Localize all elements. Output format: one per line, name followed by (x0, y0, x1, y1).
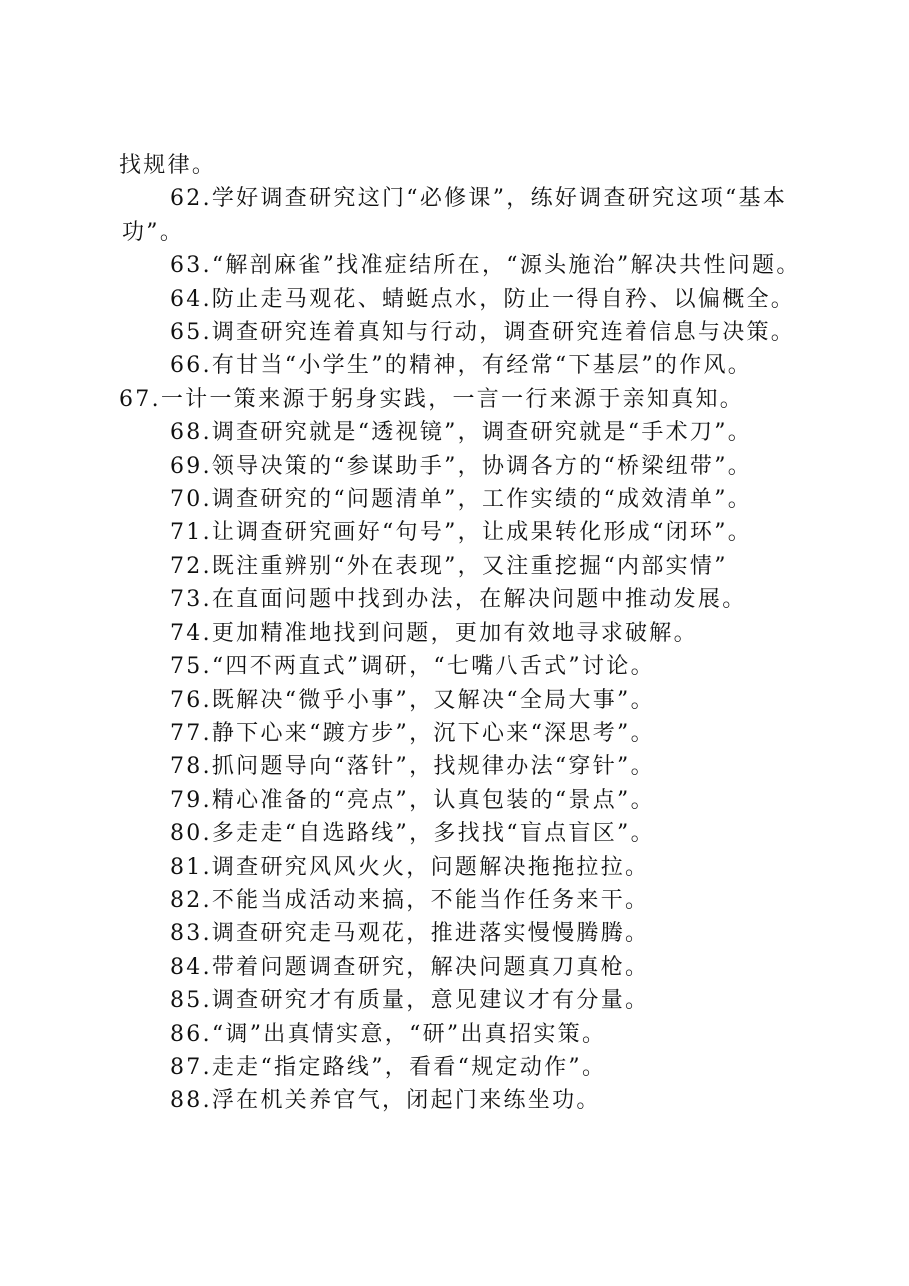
document-body (119, 149, 802, 1118)
paragraph: 找规律。 (119, 153, 217, 178)
paragraph: 72.既注重辨别“外在表现”，又注重挖掘“内部实情” (170, 553, 728, 579)
paragraph: 67.一计一策来源于躬身实践，一言一行来源于亲知真知。 (119, 386, 745, 412)
paragraph: 84.带着问题调查研究，解决问题真刀真枪。 (170, 954, 650, 980)
paragraph: 78.抓问题导向“落针”，找规律办法“穿针”。 (170, 754, 655, 780)
paragraph: 79.精心准备的“亮点”，认真包装的“景点”。 (170, 787, 655, 813)
paragraph: 86.“调”出真情实意，“研”出真招实策。 (170, 1021, 607, 1047)
paragraph: 87.走走“指定路线”，看看“规定动作”。 (170, 1054, 607, 1080)
paragraph: 77.静下心来“踱方步”，沉下心来“深思考”。 (170, 720, 655, 746)
paragraph: 68.调查研究就是“透视镜”，调查研究就是“手术刀”。 (170, 420, 753, 446)
paragraph: 65.调查研究连着真知与行动，调查研究连着信息与决策。 (170, 320, 796, 346)
paragraph: 73.在直面问题中找到办法，在解决问题中推动发展。 (170, 587, 747, 613)
paragraph: 75.“四不两直式”调研，“七嘴八舌式”讨论。 (170, 654, 655, 680)
paragraph: 85.调查研究才有质量，意见建议才有分量。 (170, 988, 650, 1014)
paragraph: 83.调查研究走马观花，推进落实慢慢腾腾。 (170, 921, 650, 947)
paragraph: 71.让调查研究画好“句号”，让成果转化形成“闭环”。 (170, 520, 753, 546)
paragraph: 69.领导决策的“参谋助手”，协调各方的“桥梁纽带”。 (170, 453, 753, 479)
paragraph: 82.不能当成活动来搞，不能当作任务来干。 (170, 887, 650, 913)
paragraph: 76.既解决“微乎小事”，又解决“全局大事”。 (170, 687, 655, 713)
paragraph: 74.更加精准地找到问题，更加有效地寻求破解。 (170, 620, 698, 646)
paragraph: 88.浮在机关养官气，闭起门来练坐功。 (170, 1088, 601, 1114)
paragraph: 64.防止走马观花、蜻蜓点水，防止一得自矜、以偏概全。 (170, 286, 796, 312)
paragraph: 63.“解剖麻雀”找准症结所在，“源头施治”解决共性问题。 (170, 253, 801, 279)
paragraph: 80.多走走“自选路线”，多找找“盲点盲区”。 (170, 821, 655, 847)
paragraph: 62.学好调查研究这门“必修课”，练好调查研究这项“基本功”。 (122, 186, 788, 245)
paragraph: 70.调查研究的“问题清单”，工作实绩的“成效清单”。 (170, 487, 753, 513)
paragraph: 66.有甘当“小学生”的精神，有经常“下基层”的作风。 (170, 353, 753, 379)
paragraph: 81.调查研究风风火火，问题解决拖拖拉拉。 (170, 854, 650, 880)
